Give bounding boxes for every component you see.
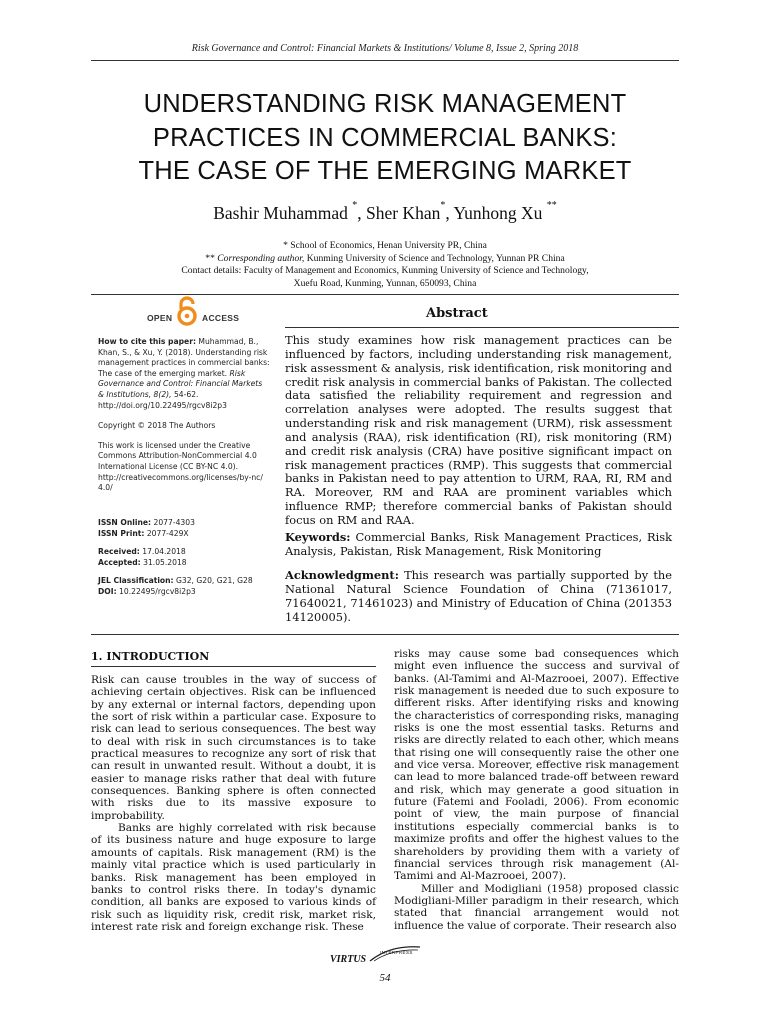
doi-label: DOI: — [98, 586, 117, 596]
affiliations — [0, 240, 770, 291]
affiliation-2 — [0, 253, 770, 266]
header-rule — [91, 60, 679, 61]
abstract-body — [285, 334, 672, 528]
paragraph: risks may cause some bad consequences which might even influence the success and survival of banks. (Al-Tamimi and Al-Mazrooei, 2007). Effective risk management is needed due to such exposure to different risks. After identifying risks and knowing the characteristics of corresponding risks, managing risks is one the most essential tasks. Returns and risks are directly related to each other, which means that rising one will consequently raise the other one and vice versa. Moreover, effective risk management can lead to more balanced trade-off between reward and risk, which may generate a good situation in future (Fatemi and Fooladi, 2006). From economic point of view, the main purpose of financial institutions especially commercial banks is to maximize profits and offer the highest values to the shareholders by providing them with a variety of financial services through risk management (Al-Tamimi and Al-Mazrooei, 2007). — [394, 648, 679, 883]
abstract-text: This study examines how risk management practices can be influenced by factors, including understanding risk management, risk assessment & analysis, risk identification, risk monitoring and credit risk analysis in commercial banks of Pakistan. The collected data satisfied the reliability requirement and regression and correlation analyses were adopted. The results suggest that understanding risk and risk management (URM), risk assessment and analysis (RAA), risk identification (RI), risk monitoring (RM) and credit risk analysis (CRA) have positive significant impact on risk management practices (RMP). This suggests that commercial banks in Pakistan need to pay attention to URM, RAA, RI, RM and RA. Moreover, RM and RAA are prominent variables which influence RMP; therefore commercial banks of Pakistan should focus on RM and RAA. — [285, 333, 672, 527]
accepted-value: 31.05.2018 — [140, 557, 187, 567]
paper-title — [60, 88, 710, 189]
classification-info — [98, 576, 270, 597]
contact-details: Contact details: Faculty of Management and Economics, Kunming University of Science and Technology, — [181, 265, 589, 277]
received-date — [98, 547, 270, 558]
acknowledgment — [285, 569, 672, 624]
paragraph: Risk can cause troubles in the way of success of achieving certain objectives. Risk can be influenced by any external or internal factors, depending upon the sort of risk within a particular case. Exposure to risk can lead to serious consequences. The best way to deal with risk in such circumstances is to take practical measures to recognize any sort of risk that can result in unwanted result. Without a doubt, it is easier to manage risks rather that deal with future consequences. Banking sphere is often connected with risks due to its massive exposure to improbability. — [91, 674, 376, 822]
affiliation-2-mark: ** — [205, 252, 218, 264]
author-list — [0, 200, 770, 224]
paragraph: Miller and Modigliani (1958) proposed classic Modigliani-Miller paradigm in their research, which stated that financial arrangement would not influence the value of corporate. Their research also — [394, 882, 679, 932]
jel-value: G32, G20, G21, G28 — [173, 576, 253, 585]
issn-print — [98, 529, 270, 540]
cite-doi-link[interactable]: http://doi.org/10.22495/rgcv8i2p3 — [98, 400, 227, 410]
author-1: Bashir Muhammad — [213, 203, 353, 223]
cite-label: How to cite this paper: — [98, 337, 196, 346]
copyright: Copyright © 2018 The Authors — [98, 420, 216, 430]
open-access-lock-icon — [175, 296, 199, 326]
doi-value[interactable]: 10.22495/rgcv8i2p3 — [116, 586, 196, 596]
received-label: Received: — [98, 547, 140, 556]
author-2: , Sher Khan — [357, 203, 441, 223]
abstract-rule — [285, 327, 679, 328]
license-link[interactable]: http://creativecommons.org/licenses/by-nc/4.0/ — [98, 472, 263, 493]
corresponding-author-label: Corresponding author, — [217, 252, 305, 264]
title-line-2: PRACTICES IN COMMERCIAL BANKS: — [152, 123, 618, 152]
title-line-1: UNDERSTANDING RISK MANAGEMENT — [143, 90, 627, 118]
abstract-heading: Abstract — [426, 306, 488, 321]
publisher-logo-text: VIRTUS — [330, 954, 367, 965]
citation — [98, 337, 270, 411]
body-column-right — [394, 648, 679, 932]
body-column-left — [91, 674, 376, 933]
affiliation-1: * School of Economics, Henan University PR, China — [283, 240, 487, 251]
acknowledgment-label: Acknowledgment: — [285, 568, 399, 582]
contact-address: Xuefu Road, Kunming, Yunnan, 650093, China — [293, 278, 477, 290]
publisher-logo — [330, 943, 440, 973]
cite-pages: 54-62. — [171, 389, 199, 399]
issn-online-label: ISSN Online: — [98, 518, 152, 527]
license-statement — [98, 441, 270, 494]
article-info-sidebar — [98, 337, 270, 503]
issn-info — [98, 518, 270, 539]
affiliation-2-text: Kunming University of Science and Technology, Yunnan PR China — [304, 252, 565, 264]
received-value: 17.04.2018 — [139, 547, 186, 556]
title-line-3: THE CASE OF THE EMERGING MARKET — [138, 157, 632, 185]
open-access-badge — [144, 296, 244, 326]
license-text: This work is licensed under the Creative Commons Attribution-NonCommercial 4.0 International License (CC BY-NC 4.0). — [98, 440, 257, 471]
jel-classification — [98, 576, 270, 587]
cite-journal: Risk Governance and Control: Financial Markets & Institutions, 8(2), — [98, 368, 263, 399]
journal-header: Risk Governance and Control: Financial Markets & Institutions/ Volume 8, Issue 2, Spring 2018 — [191, 43, 579, 54]
doi — [98, 587, 270, 598]
author-3: , Yunhong Xu — [445, 203, 547, 223]
page-number: 54 — [379, 972, 391, 984]
issn-online — [98, 518, 270, 529]
access-label: ACCESS — [202, 313, 240, 323]
affiliation-rule — [91, 294, 679, 295]
author-2-mark: * — [440, 200, 446, 211]
cite-text: Muhammad, B., Khan, S., & Xu, Y. (2018). Understanding risk management practices in commercial banks: The case of the emerging market. — [98, 337, 270, 378]
keywords-label: Keywords: — [285, 530, 351, 544]
author-3-mark: ** — [546, 200, 557, 211]
dates-info — [98, 547, 270, 568]
acknowledgment-text: This research was partially supported by the National Natural Science Foundation of China (71361017, 71640021, 71461023) and Ministry of Education of China (201353 14120005). — [285, 568, 672, 624]
accepted-label: Accepted: — [98, 557, 141, 567]
paragraph: Banks are highly correlated with risk because of its business nature and huge exposure to large amounts of capitals. Risk management (RM) is the mainly vital practice which is used particularly in banks. Risk management has been employed in banks to control risks there. In today's dynamic condition, all banks are exposed to various kinds of risk such as liquidity risk, credit risk, market risk, interest rate risk and foreign exchange risk. These — [91, 822, 376, 933]
section-heading: 1. INTRODUCTION — [91, 650, 210, 663]
keywords — [285, 531, 672, 559]
publisher-logo-subtext: INTERPRESS — [380, 950, 413, 955]
accepted-date — [98, 558, 270, 569]
front-matter-rule — [91, 634, 679, 635]
issn-print-label: ISSN Print: — [98, 528, 145, 538]
open-label: OPEN — [147, 313, 173, 323]
issn-online-value: 2077-4303 — [151, 518, 195, 527]
author-1-mark: * — [352, 200, 358, 211]
keywords-text: Commercial Banks, Risk Management Practices, Risk Analysis, Pakistan, Risk Management, Risk Monitoring — [285, 530, 672, 558]
jel-label: JEL Classification: — [98, 576, 174, 585]
section-heading-rule — [91, 666, 376, 667]
issn-print-value: 2077-429X — [144, 528, 189, 538]
